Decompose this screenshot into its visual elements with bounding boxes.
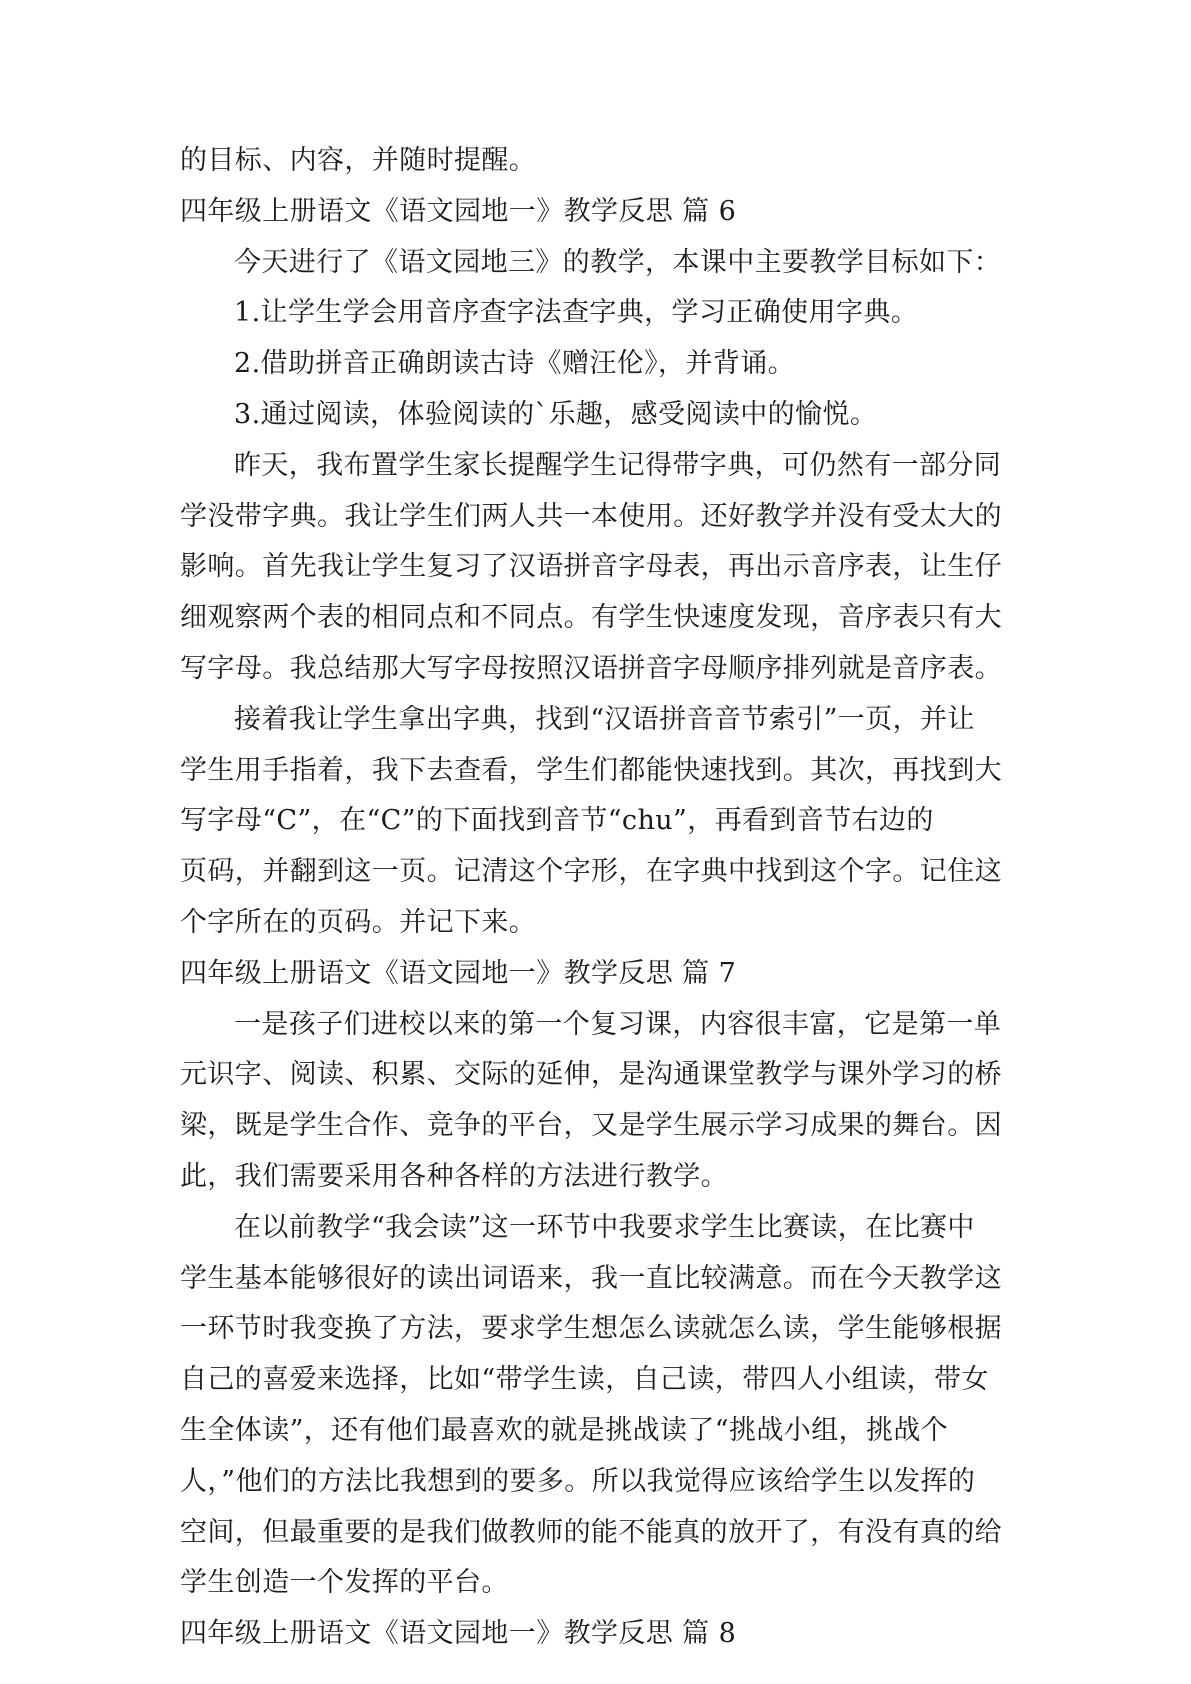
list-item-1: 1.让学生学会用音序查字法查字典，学习正确使用字典。 [234,297,919,329]
paragraph-line: 学生创造一个发挥的平台。 [180,1567,509,1599]
paragraph-line: 接着我让学生拿出字典，找到“汉语拼音音节索引”一页，并让 [234,703,975,735]
section-heading-8: 四年级上册语文《语文园地一》教学反思 篇 8 [180,1618,737,1650]
paragraph-line: 的目标、内容，并随时提醒。 [180,145,537,176]
paragraph-line: 页码，并翻到这一页。记清这个字形，在字典中找到这个字。记住这 [180,856,1002,888]
paragraph-line: 今天进行了《语文园地三》的教学，本课中主要教学目标如下： [234,246,1002,278]
paragraph-line: 写字母“C”，在“C”的下面找到音节“chu”，再看到音节右边的 [180,805,934,837]
section-heading-7: 四年级上册语文《语文园地一》教学反思 篇 7 [180,957,737,989]
paragraph-line: 此，我们需要采用各种各样的方法进行教学。 [180,1160,728,1192]
paragraph-line: 个字所在的页码。并记下来。 [180,906,537,938]
paragraph-line: 生全体读”，还有他们最喜欢的就是挑战读了“挑战小组，挑战个 [180,1414,949,1446]
section-heading-6: 四年级上册语文《语文园地一》教学反思 篇 6 [180,195,737,227]
paragraph-line: 学生基本能够很好的读出词语来，我一直比较满意。而在今天教学这 [180,1262,1002,1294]
paragraph-line: 在以前教学“我会读”这一环节中我要求学生比赛读，在比赛中 [234,1211,975,1243]
paragraph-line: 影响。首先我让学生复习了汉语拼音字母表，再出示音序表，让生仔 [180,551,1002,583]
paragraph-line: 元识字、阅读、积累、交际的延伸，是沟通课堂教学与课外学习的桥 [180,1059,1002,1091]
document-body [180,136,1016,1660]
paragraph-line: 空间，但最重要的是我们做教师的能不能真的放开了，有没有真的给 [180,1516,1002,1548]
paragraph-line: 学生用手指着，我下去查看，学生们都能快速找到。其次，再找到大 [180,754,1002,786]
paragraph-line: 梁，既是学生合作、竞争的平台，又是学生展示学习成果的舞台。因 [180,1110,1002,1142]
list-item-3: 3.通过阅读，体验阅读的`乐趣，感受阅读中的愉悦。 [234,398,878,430]
paragraph-line: 学没带字典。我让学生们两人共一本使用。还好教学并没有受太大的 [180,500,1002,532]
paragraph-line: 写字母。我总结那大写字母按照汉语拼音字母顺序排列就是音序表。 [180,652,1002,684]
paragraph-line: 一是孩子们进校以来的第一个复习课，内容很丰富，它是第一单 [234,1008,1002,1040]
paragraph-line: 自己的喜爱来选择，比如“带学生读，自己读，带四人小组读，带女 [180,1364,989,1396]
paragraph-line: 昨天，我布置学生家长提醒学生记得带字典，可仍然有一部分同 [234,449,1002,481]
paragraph-line: 一环节时我变换了方法，要求学生想怎么读就怎么读，学生能够根据 [180,1313,1002,1345]
paragraph-line: 人，”他们的方法比我想到的要多。所以我觉得应该给学生以发挥的 [180,1465,976,1497]
list-item-2: 2.借助拼音正确朗读古诗《赠汪伦》，并背诵。 [234,348,796,380]
paragraph-line: 细观察两个表的相同点和不同点。有学生快速度发现，音序表只有大 [180,602,1002,634]
